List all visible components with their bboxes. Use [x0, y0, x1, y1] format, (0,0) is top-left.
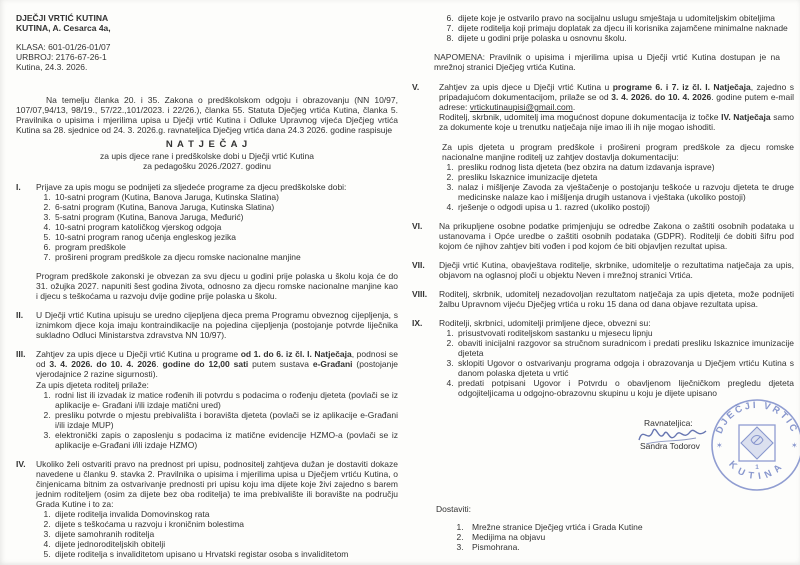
list-item: 1. rodni list ili izvadak iz matice rođenih ili potvrdu s podacima o rođenju djeteta (povlači se iz aplikacije e- Građani i/ili izdaje matični ured) — [53, 390, 398, 410]
right-column — [410, 13, 800, 565]
text-segment: 3. 4. 2026. do 10. 4. 2026 — [611, 92, 712, 102]
text-segment: . — [572, 102, 576, 112]
section-ix-numeral: IX. — [412, 318, 423, 328]
section-viii — [412, 289, 794, 309]
required-documents-list — [36, 390, 398, 450]
section-viii-numeral: VIII. — [412, 289, 428, 299]
preschool-documents-list — [439, 162, 794, 212]
section-vii-numeral: VII. — [412, 260, 425, 270]
section-iv-numeral: IV. — [16, 459, 26, 469]
list-item: 4. predati potpisani Ugovor i Potvrdu o obavljenom liječničkom pregledu djeteta odgojiteljicama u odgojno-obrazovnu skupinu u koju je dijete upisano — [456, 378, 794, 398]
stamp-bottom-text: KUTINA — [726, 458, 788, 483]
text-segment: od 1. do 6. iz čl. I. Natječaja — [240, 349, 352, 359]
section-i-note-row — [16, 271, 398, 301]
list-item: 8. dijete u godini prije polaska u osnovnu školu. — [456, 33, 794, 43]
org-address: KUTINA, A. Cesarca 4a, — [16, 23, 111, 33]
text-segment: (postojanje vjerodajnice 2 razine sigurnosti). — [36, 359, 398, 379]
distribution-block — [436, 504, 794, 552]
list-item: 2. 6-satni program (Kutina, Banova Jaruga, Kutinska Slatina) — [53, 202, 398, 212]
text-segment: godine do 12,00 sati — [162, 359, 249, 369]
signature-block — [412, 399, 800, 502]
stamp-diamond — [741, 427, 773, 459]
document-subtitle-2: za pedagošku 2026./2027. godinu — [142, 161, 272, 171]
section-iii-subheading: Za upis djeteta roditelj prilaže: — [36, 380, 149, 390]
text-segment: Roditelj, skrbnik, udomitelj ima mogućnost dopune dokumentacija iz točke — [439, 112, 722, 122]
section-ii — [16, 310, 398, 340]
list-item: 2. presliku potvrde o mjestu prebivališta i boravišta djeteta (povlači se iz aplikacije e-Građani i/ili izdaje MUP) — [53, 410, 398, 430]
list-item: 3. Pismohrana. — [466, 542, 794, 552]
stamp-number: 1 — [755, 464, 759, 471]
list-item: 2. obaviti inicijalni razgovor sa stručnom suradnicom i predati presliku Iskaznice imunizacije djeteta — [456, 338, 794, 358]
section-viii-text: Roditelj, skrbnik, udomitelj nezadovoljan rezultatom natječaja za upis djeteta, može podnijeti žalbu Upravnom vijeću Dječjeg vrtića u roku 15 dana od dana objave rezultata upisa. — [439, 289, 794, 309]
section-v-text-2 — [439, 112, 794, 132]
spacer — [16, 271, 36, 301]
section-iii-text — [36, 349, 398, 379]
text-segment: vrtickutinaupisi@gmail.com — [469, 102, 573, 112]
text-segment: , podnosi se od — [36, 349, 398, 369]
section-iv — [16, 459, 398, 559]
left-column — [16, 13, 398, 565]
section-v — [412, 82, 794, 212]
legal-preamble: Na temelju članka 20. i 35. Zakona o predškolskom odgoju i obrazovanju (NN 10/97, 107/07,94/13, 98/19., 57/22.,101/2023. i 22/26.), članka 55. Statuta Dječjeg vrtića Kutina, članka 5. Pravilnika o upisima i mjerilima upisa u Dječji vrtić Kutina i Odluke Upravnog vijeća Dječjeg vrtića Kutina sa 28. sjednice od 24. 3. 2026.g. ravnateljica Dječjeg vrtića dana 24.3 2026. godine raspisuje — [16, 95, 398, 135]
list-item: 3. elektronički zapis o zaposlenju s podacima iz matične evidencije HZMO-a (povlači se iz aplikacije e-Građani i/ili izdaje HZMO) — [53, 430, 398, 450]
text-segment: programe 6. i 7. iz čl. I. Natječaja — [612, 82, 751, 92]
text-segment: IV. Natječaja — [721, 112, 771, 122]
list-item: 2. Medijima na objavu — [466, 532, 794, 542]
text-segment: putem sustava — [248, 359, 313, 369]
list-item: 7. dijete roditelja koji primaju doplatak za djecu ili korisnika zajamčene minimalne naknade — [456, 23, 794, 33]
section-vi-numeral: VI. — [412, 221, 423, 231]
list-item: 3. 5-satni program (Kutina, Banova Jaruga, Međurić) — [53, 212, 398, 222]
list-item: 6. program predškole — [53, 242, 398, 252]
section-ix — [412, 318, 794, 398]
list-item: 2. presliku Iskaznice imunizacije djeteta — [456, 172, 794, 182]
signatory-name: Sandra Todorov — [640, 441, 700, 451]
section-iii-numeral: III. — [16, 349, 26, 359]
section-ix-text: Roditelji, skrbnici, udomitelji primljene djece, obvezni su: — [439, 318, 651, 328]
list-item: 5. dijete roditelja s invaliditetom upisano u Hrvatski registar osoba s invaliditetom — [53, 549, 398, 559]
section-vi-text: Na prikupljene osobne podatke primjenjuju se odredbe Zakona o zaštiti osobnih podataka u ustanovama i Opće uredbe o zaštiti osobnih podataka (GDPR). Roditelji će dobiti šifru pod kojom će njihov zahtjev biti vođen i pod kojom će biti objavljen rezultat upisa. — [439, 221, 794, 251]
text-segment: samo za dokumente koje u trenutku natječaja nije imao ili ih nije mogao ishoditi. — [439, 112, 795, 132]
list-item: 3. sklopiti Ugovor o ostvarivanju programa odgoja i obrazovanja u Dječjem vrtiću Kutina s danom polaska djeteta u vrtić — [456, 358, 794, 378]
priority-criteria-list — [36, 509, 398, 559]
stamp-top-text: DJEČJI VRTIĆ — [713, 399, 800, 436]
section-i-text: Prijave za upis mogu se podnijeti za sljedeće programe za djecu predškolske dobi: — [36, 182, 347, 192]
program-list — [36, 192, 398, 262]
text-segment: . godine putem e-mail adrese: — [439, 92, 794, 112]
section-iii — [16, 349, 398, 450]
document-title: N A T J E Č A J — [165, 139, 249, 150]
text-segment: Zahtjev za upis djece u Dječji vrtić Kutina u — [439, 82, 613, 92]
signatory-role: Ravnateljica: — [644, 418, 693, 428]
stamp-star-right-icon: ✶ — [791, 441, 798, 450]
list-item: 2. dijete s teškoćama u razvoju i kroničnim bolestima — [53, 519, 398, 529]
section-vii — [412, 260, 794, 280]
list-item: 5. 10-satni program ranog učenja engleskog jezika — [53, 232, 398, 242]
klasa-number: KLASA: 601-01/26-01/07 — [16, 42, 111, 52]
list-item: 1. dijete roditelja invalida Domovinskog rata — [53, 509, 398, 519]
urbroj-number: URBROJ: 2176-67-26-1 — [16, 52, 107, 62]
obligations-list — [439, 328, 794, 398]
official-stamp — [708, 396, 800, 494]
list-item: 1. 10-satni program (Kutina, Banova Jaruga, Kutinska Slatina) — [53, 192, 398, 202]
list-item: 1. presliku rodnog lista djeteta (bez obzira na datum izdavanja isprave) — [456, 162, 794, 172]
reference-block — [16, 42, 398, 72]
list-item: 6. dijete koje je ostvarilo pravo na socijalnu uslugu smještaja u udomiteljskim obiteljima — [456, 13, 794, 23]
section-vi — [412, 221, 794, 251]
list-item: 1. prisustvovati roditeljskom sastanku u mjesecu lipnju — [456, 328, 794, 338]
section-ii-numeral: II. — [16, 310, 24, 320]
org-name: DJEČJI VRTIĆ KUTINA — [16, 13, 109, 23]
distribution-list — [450, 522, 794, 552]
letterhead — [16, 13, 398, 33]
text-segment: e-Građani — [312, 359, 353, 369]
section-v-text-1 — [439, 82, 794, 112]
list-item: 4. 10-satni program katoličkog vjerskog odgoja — [53, 222, 398, 232]
section-v-text-3: Za upis djeteta u program predškole i prošireni program predškole za djecu romske nacionalne manjine roditelj uz zahtjev dostavlja dokumentaciju: — [442, 142, 794, 162]
priority-criteria-list-continued — [439, 13, 794, 43]
title-block — [16, 140, 398, 171]
document-subtitle-1: za upis djece rane i predškolske dobi u Dječji vrtić Kutina — [99, 151, 315, 161]
napomena-text: NAPOMENA: Pravilnik o upisima i mjerilima upisa u Dječji vrtić Kutina dostupan je na mrežnoj stranici Dječjeg vrtića Kutina. — [434, 52, 780, 72]
list-item: 4. rješenje o odgodi upisa u 1. razred (ukoliko postoji) — [456, 202, 794, 212]
section-i — [16, 182, 398, 262]
preschool-note: Program predškole zakonski je obvezan za svu djecu u godini prije polaska u školu koja će do 31. ožujka 2027. napuniti šest godina života, odnosno za djecu romske nacionalne manjine kao i djecu s teškoćama u razvoju dvije godine prije polaska u školu. — [36, 271, 398, 301]
list-item: 7. prošireni program predškole za djecu romske nacionalne manjine — [53, 252, 398, 262]
list-item: 3. dijete samohranih roditelja — [53, 529, 398, 539]
list-item: 1. Mrežne stranice Dječjeg vrtića i Grada Kutine — [466, 522, 794, 532]
place-and-date: Kutina, 24.3. 2026. — [16, 62, 88, 72]
text-segment: 3. 4. 2026. do 10. 4. 2026 — [49, 359, 157, 369]
distribution-label: Dostaviti: — [436, 504, 471, 514]
section-vii-text: Dječji vrtić Kutina, obavještava roditelje, skrbnike, udomitelje o rezultatima natječaja za upis, objavom na oglasnoj ploči u objektu Neven i mrežnoj stranici Vrtića. — [439, 260, 794, 280]
section-v-numeral: V. — [412, 82, 420, 92]
section-i-numeral: I. — [16, 182, 21, 192]
list-item: 3. nalaz i mišljenje Zavoda za vještačenje o postojanju teškoće u razvoju djeteta te druge medicinske nalaze kao i mišljenja drugih ustanova i vještaka (ukoliko postoji) — [456, 182, 794, 202]
text-segment: Zahtjev za upis djece u Dječji vrtić Kutina u programe — [36, 349, 241, 359]
stamp-star-left-icon: ✶ — [716, 441, 723, 450]
text-segment: . — [156, 359, 163, 369]
text-segment: , zajedno s pripadajućom dokumentacijom, prilaže se od — [439, 82, 795, 102]
section-iv-text: Ukoliko želi ostvariti pravo na prednost pri upisu, podnositelj zahtjeva dužan je dostaviti dokaze navedene u članku 9. stavka 2. Pravilnika o upisima i mjerilima upisa u Dječjem vrtiću Kutina, o činjenicama bitnim za ostvarivanje prednosti pri upisu koju ima dijete koje živi zajedno s barem jednim roditeljem (osim za dijete bez oba roditelja) te ima prebivalište ili boravište na području Grada Kutine i to za: — [36, 459, 398, 509]
list-item: 4. dijete jednoroditeljskih obitelji — [53, 539, 398, 549]
section-ii-text: U Dječji vrtić Kutina upisuju se uredno cijepljena djeca prema Programu obveznog cijepljenja, s iznimkom djece koja imaju kontraindikacije na pojedina cijepljenja (postojanje potvrde liječnika sukladno Odluci Ministarstva zdravstva NN 10/97). — [36, 310, 398, 340]
